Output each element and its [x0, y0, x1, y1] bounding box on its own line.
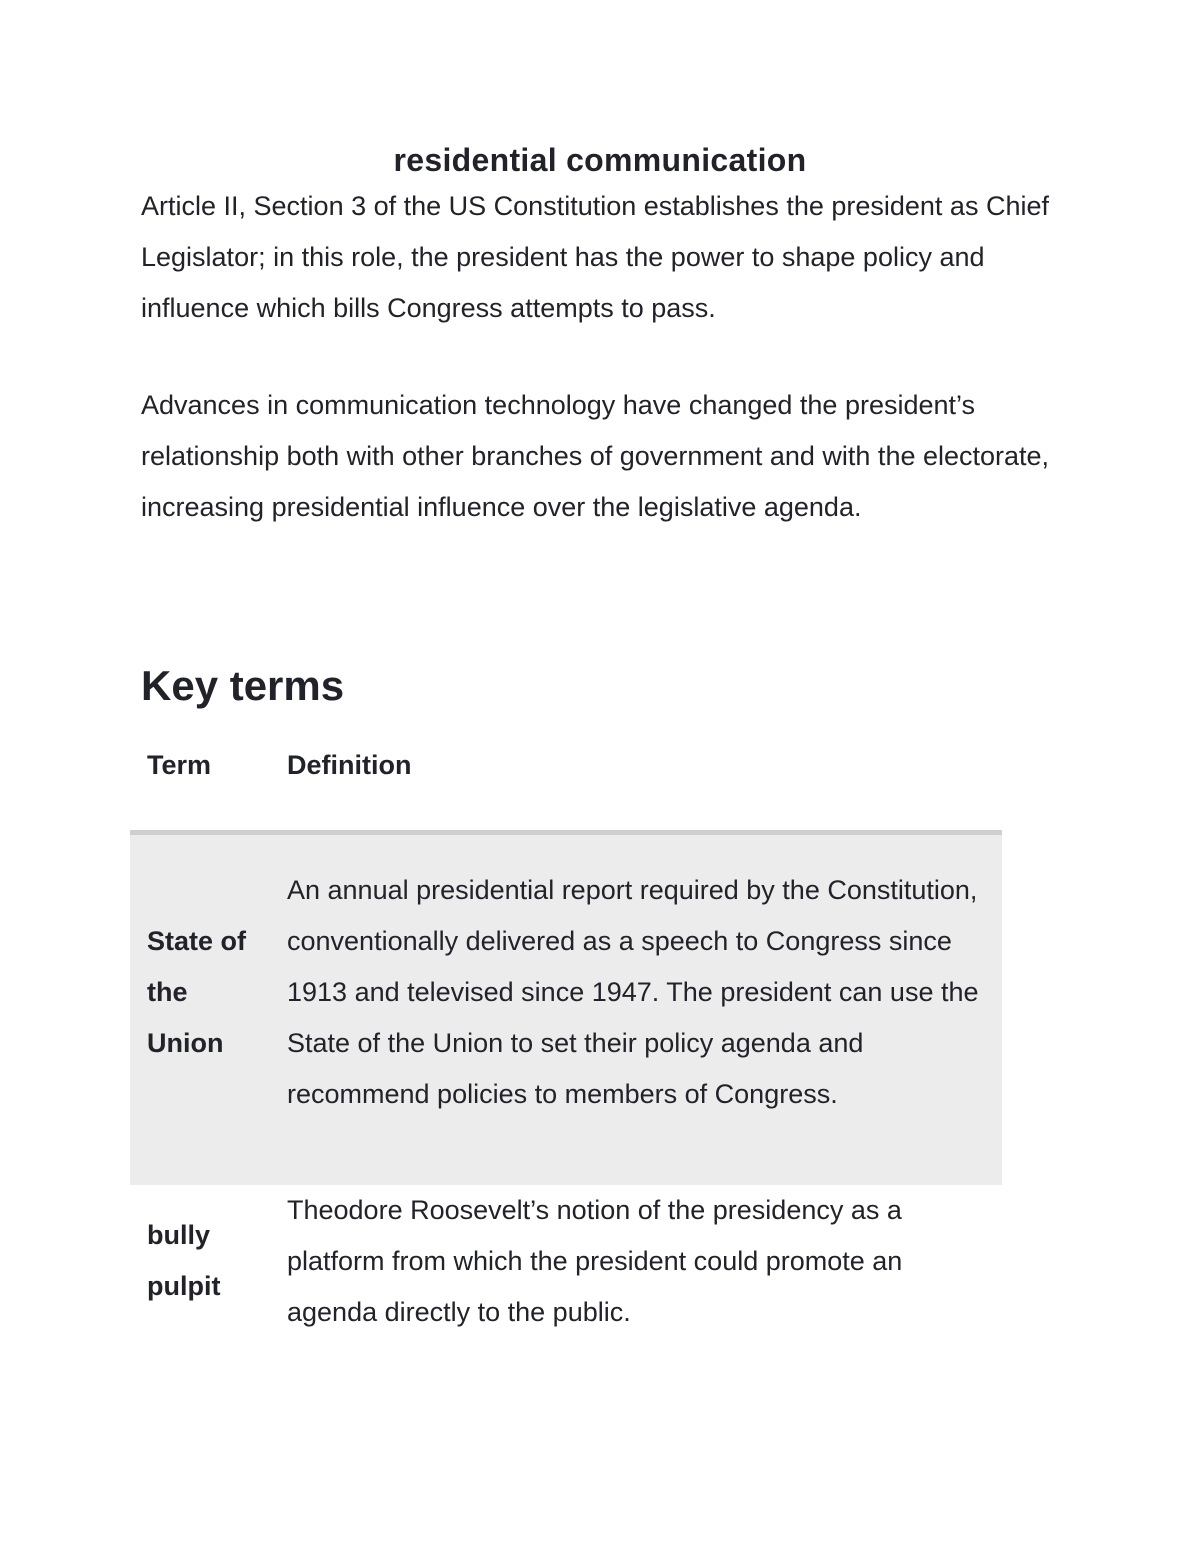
document-title: residential communication: [393, 142, 807, 178]
definition-cell: Theodore Roosevelt’s notion of the presidency as a platform from which the president could promote an agenda directly to the public.: [287, 1195, 903, 1327]
term-cell: bully pulpit: [147, 1220, 221, 1301]
intro-paragraph: Article II, Section 3 of the US Constitution establishes the president as Chief Legislator; in this role, the president has the power to shape policy and influence which bills Congress attempts to pass.: [141, 191, 1049, 323]
table-row: [130, 835, 1002, 1185]
definition-cell: An annual presidential report required by the Constitution, conventionally delivered as a speech to Congress since 1913 and televised since 1947. The president can use the State of the Union to set their policy agenda and recommend policies to members of Congress.: [287, 874, 979, 1109]
column-header-definition: Definition: [287, 750, 412, 780]
key-terms-table: [130, 738, 1002, 1363]
term-cell: State of the Union: [147, 925, 247, 1058]
key-terms-heading: Key terms: [141, 662, 345, 709]
communication-paragraph: Advances in communication technology have changed the president’s relationship both with other branches of government and with the electorate, increasing presidential influence over the legislative agenda.: [141, 390, 1050, 522]
table-header: [130, 738, 1002, 835]
column-header-term: Term: [147, 750, 212, 780]
table-row: [130, 1185, 1002, 1363]
